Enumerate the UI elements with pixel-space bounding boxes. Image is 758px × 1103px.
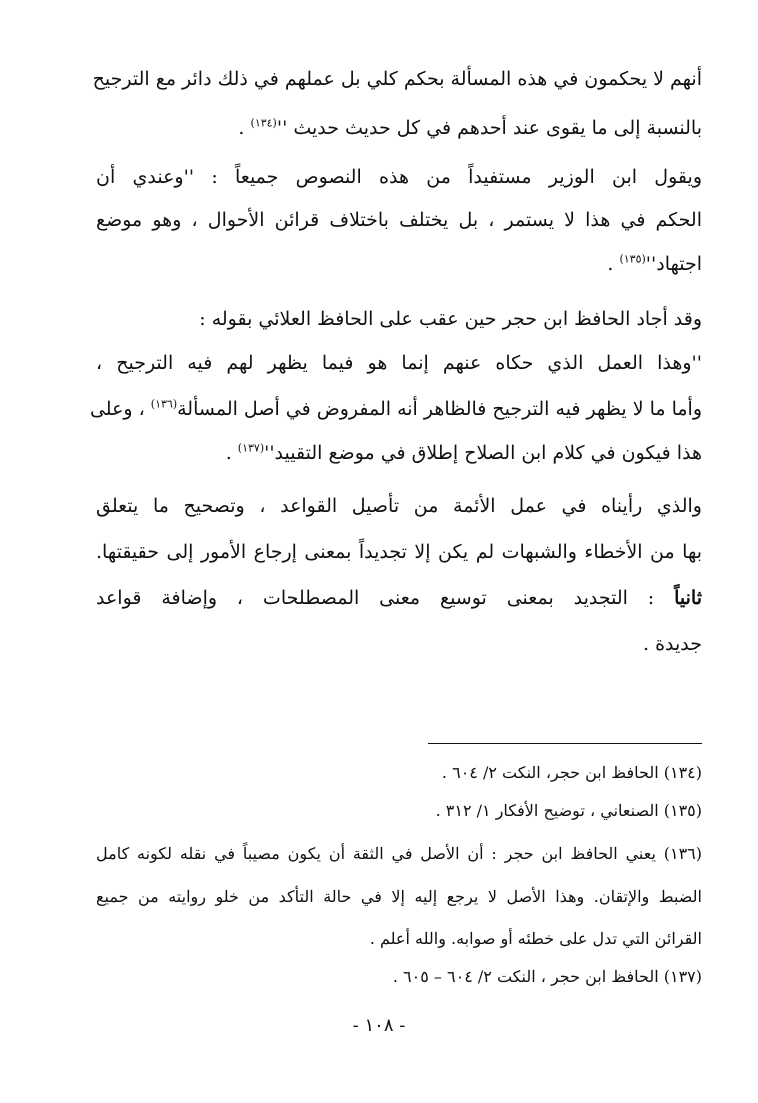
footnote-ref: (١٣٦) <box>150 397 178 411</box>
page-number: - ١٠٨ - <box>352 1015 406 1036</box>
footnote: (١٣٥) الصنعاني ، توضيح الأفكار ١/ ٣١٢ . <box>435 801 702 820</box>
footnote-ref: (١٣٤) <box>250 116 277 130</box>
footnote: القرائن التي تدل على خطئه أو صوابه. والله أعلم . <box>369 929 702 948</box>
footnote: (١٣٧) الحافظ ابن حجر ، النكت ٢/ ٦٠٤ – ٦٠٥ . <box>392 967 702 986</box>
text-line: هذا فيكون في كلام ابن الصلاح إطلاق في موضع $التقييد''^{(١٣٧)}$ . <box>225 441 702 464</box>
footnote: الضبط والإتقان. وهذا الأصل لا يرجع إليه إلا في حالة التأكد من خلو روايته من جميع <box>96 887 702 906</box>
text-line: وأما ما لا يظهر فيه الترجيح فالظاهر أنه المفروض في أصل المسألة$^{(١٣٦)}$ ، وعلى <box>89 397 702 420</box>
text-line: والذي رأيناه في عمل الأئمة من تأصيل القواعد ، وتصحيح ما يتعلق <box>96 495 702 517</box>
enumeration-label: ثانياً <box>674 587 702 609</box>
footnote-divider <box>428 743 702 744</box>
text-line: ثانياً : التجديد بمعنى توسيع معنى المصطلحات ، وإضافة قواعد <box>96 587 702 609</box>
footnote-ref: (١٣٥) <box>619 252 646 266</box>
footnote-ref: (١٣٧) <box>237 441 265 455</box>
text-line: بها من الأخطاء والشبهات لم يكن إلا تجديداً بمعنى إرجاع الأمور إلى حقيقتها. <box>96 541 702 563</box>
text-line: ويقول ابن الوزير مستفيداً من هذه النصوص جميعاً : ''وعندي أن <box>96 166 702 188</box>
text-line: $اجتهاد''^{(١٣٥)}$ . <box>607 252 702 275</box>
text-line: جديدة . <box>642 633 702 655</box>
text-line: ''وهذا العمل الذي حكاه عنهم إنما هو فيما يظهر لهم فيه الترجيح ، <box>96 352 702 374</box>
text-line: الحكم في هذا لا يستمر ، بل يختلف باختلاف قرائن الأحوال ، وهو موضع <box>96 209 702 231</box>
text-line: وقد أجاد الحافظ ابن حجر حين عقب على الحافظ العلائي بقوله : <box>199 308 702 330</box>
footnote: (١٣٦) يعني الحافظ ابن حجر : أن الأصل في الثقة أن يكون مصيباً في نقله لكونه كامل <box>96 844 702 863</box>
text-line: بالنسبة إلى ما يقوى عند أحدهم في كل حديث حديث ''$^{(١٣٤)}$ . <box>238 116 702 139</box>
text-line: أنهم لا يحكمون في هذه المسألة بحكم كلي بل عملهم في ذلك دائر مع الترجيح <box>92 68 702 90</box>
footnote: (١٣٤) الحافظ ابن حجر، النكت ٢/ ٦٠٤ . <box>441 763 702 782</box>
